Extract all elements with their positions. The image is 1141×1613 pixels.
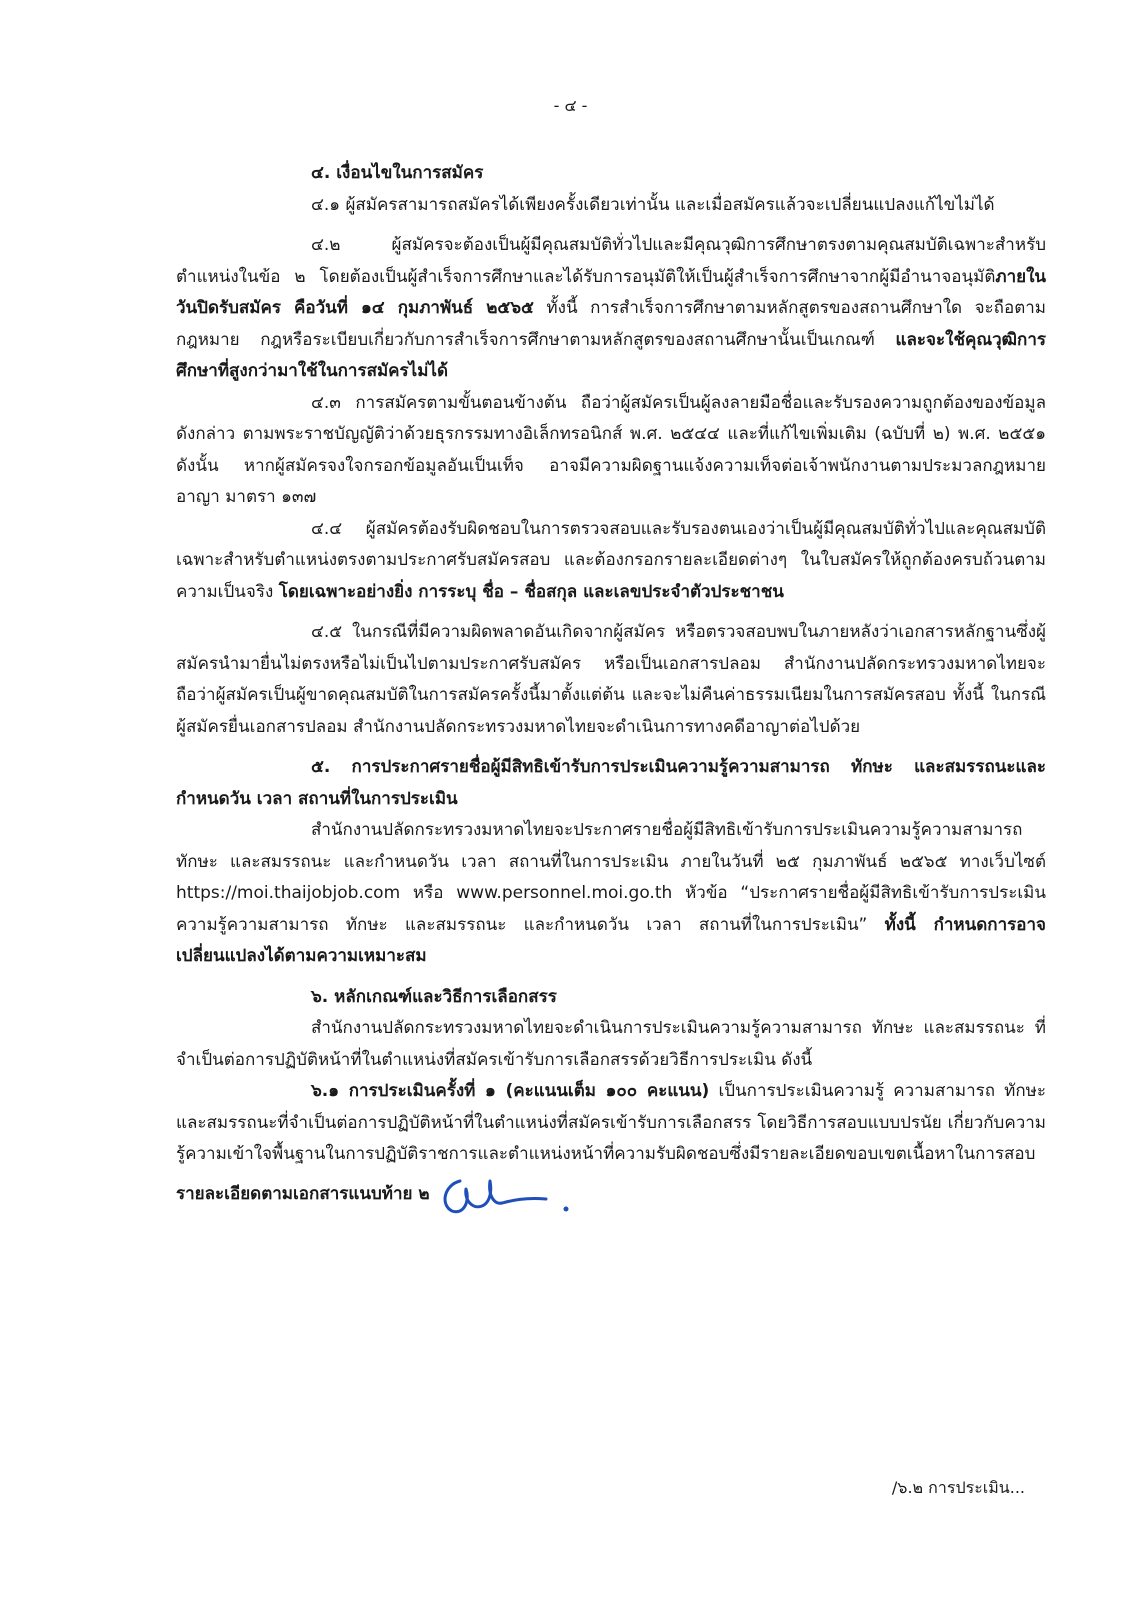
clause-4-4-text: ๔.๔ ผู้สมัครต้องรับผิดชอบในการตรวจสอบและรับรองตนเองว่าเป็นผู้มีคุณสมบัติทั่วไปและคุณสมบัติเฉพาะสำหรับตำแหน่งตรงตามประกาศรับสมัครสอบ และต้องกรอกรายละเอียดต่างๆ ในใบสมัครให้ถูกต้องครบถ้วนตามความเป็นจริง: [176, 518, 1046, 602]
signature-mark: [434, 1171, 574, 1217]
clause-4-2-emphasis: และจะใช้คุณวุฒิการศึกษาที่สูงกว่ามาใช้ในการสมัครไม่ได้: [176, 329, 1046, 381]
clause-4-2-text: ๔.๒ ผู้สมัครจะต้องเป็นผู้มีคุณสมบัติทั่วไปและมีคุณวุฒิการศึกษาตรงตามคุณสมบัติเฉพาะสำหรับตำแหน่งในข้อ ๒ โดยต้องเป็นผู้สำเร็จการศึกษาและได้รับการอนุมัติให้เป็นผู้สำเร็จการศึกษาจากผู้มีอำนาจอนุมัติ: [176, 235, 1046, 287]
clause-4-1: ๔.๑ ผู้สมัครสามารถสมัครได้เพียงครั้งเดียวเท่านั้น และเมื่อสมัครแล้วจะเปลี่ยนแปลงแก้ไขไม่ได้: [311, 194, 995, 215]
section-5-paragraph: [176, 815, 1046, 973]
clause-4-3: ๔.๓ การสมัครตามขั้นตอนข้างต้น ถือว่าผู้สมัครเป็นผู้ลงลายมือชื่อและรับรองความถูกต้องของข้อมูลดังกล่าว ตามพระราชบัญญัติว่าด้วยธุรกรรมทางอิเล็กทรอนิกส์ พ.ศ. ๒๕๔๔ และที่แก้ไขเพิ่มเติม (ฉบับที่ ๒) พ.ศ. ๒๕๕๑ ดังนั้น หากผู้สมัครจงใจกรอกข้อมูลอันเป็นเท็จ อาจมีความผิดฐานแจ้งความเท็จต่อเจ้าพนักงานตามประมวลกฎหมายอาญา มาตรา ๑๓๗: [176, 392, 1046, 507]
clause-6-1-attachment: รายละเอียดตามเอกสารแนบท้าย ๒: [176, 1183, 430, 1204]
section-6-heading: ๖. หลักเกณฑ์และวิธีการเลือกสรร: [311, 986, 557, 1007]
clause-4-5: ๔.๕ ในกรณีที่มีความผิดพลาดอันเกิดจากผู้สมัคร หรือตรวจสอบพบในภายหลังว่าเอกสารหลักฐานซึ่งผู้สมัครนำมายื่นไม่ตรงหรือไม่เป็นไปตามประกาศรับสมัคร หรือเป็นเอกสารปลอม สำนักงานปลัดกระทรวงมหาดไทยจะถือว่าผู้สมัครเป็นผู้ขาดคุณสมบัติในการสมัครครั้งนี้มาตั้งแต่ต้น และจะไม่คืนค่าธรรมเนียมในการสมัครสอบ ทั้งนี้ ในกรณีผู้สมัครยื่นเอกสารปลอม สำนักงานปลัดกระทรวงมหาดไทยจะดำเนินการทางคดีอาญาต่อไปด้วย: [176, 622, 1046, 737]
clause-4-2: [176, 230, 1046, 388]
section-4-heading: ๔. เงื่อนไขในการสมัคร: [311, 163, 484, 183]
clause-6-1: [176, 1076, 1046, 1217]
section-5-heading: ๕. การประกาศรายชื่อผู้มีสิทธิเข้ารับการประเมินความรู้ความสามารถ ทักษะ และสมรรถนะและกำหนดวัน เวลา สถานที่ในการประเมิน: [176, 757, 1046, 809]
section-5-emphasis: ทั้งนี้ กำหนดการอาจเปลี่ยนแปลงได้ตามความเหมาะสม: [176, 914, 1046, 966]
clause-4-2-text-2: ทั้งนี้ การสำเร็จการศึกษาตามหลักสูตรของสถานศึกษาใด จะถือตามกฎหมาย กฎหรือระเบียบเกี่ยวกับการสำเร็จการศึกษาตามหลักสูตรของสถานศึกษานั้นเป็นเกณฑ์: [176, 298, 1046, 350]
clause-4-4-emphasis: โดยเฉพาะอย่างยิ่ง การระบุ ชื่อ – ชื่อสกุล และเลขประจำตัวประชาชน: [278, 581, 784, 602]
clause-6-1-text: เป็นการประเมินความรู้ ความสามารถ ทักษะ และสมรรถนะที่จำเป็นต่อการปฏิบัติหน้าที่ในตำแหน่งที่สมัครเข้ารับการเลือกสรร โดยวิธีการสอบแบบปรนัย เกี่ยวกับความรู้ความเข้าใจพื้นฐานในการปฏิบัติราชการและตำแหน่งหน้าที่ความรับผิดชอบซึ่งมีรายละเอียดขอบเขตเนื้อหาในการสอบ: [176, 1081, 1047, 1164]
section-5-text: สำนักงานปลัดกระทรวงมหาดไทยจะประกาศรายชื่อผู้มีสิทธิเข้ารับการประเมินความรู้ความสามารถ ทักษะ และสมรรถนะ และกำหนดวัน เวลา สถานที่ในการประเมิน ภายในวันที่ ๒๕ กุมภาพันธ์ ๒๕๖๕ ทางเว็บไซต์ https://moi.thaijobjob.com หรือ www.personnel.moi.go.th หัวข้อ “ประกาศรายชื่อผู้มีสิทธิเข้ารับการประเมินความรู้ความสามารถ ทักษะ และสมรรถนะ และกำหนดวัน เวลา สถานที่ในการประเมิน”: [176, 820, 1046, 935]
clause-6-1-title: ๖.๑ การประเมินครั้งที่ ๑ (คะแนนเต็ม ๑๐๐ คะแนน): [311, 1081, 710, 1101]
section-6-paragraph: สำนักงานปลัดกระทรวงมหาดไทยจะดำเนินการประเมินความรู้ความสามารถ ทักษะ และสมรรถนะ ที่จำเป็นต่อการปฏิบัติหน้าที่ในตำแหน่งที่สมัครเข้ารับการเลือกสรรด้วยวิธีการประเมิน ดังนี้: [176, 1018, 1046, 1070]
page-number: - ๔ -: [553, 96, 588, 115]
continuation-footer: /๖.๒ การประเมิน...: [891, 1478, 1025, 1497]
clause-4-2-deadline: ภายในวันปิดรับสมัคร คือวันที่ ๑๔ กุมภาพันธ์ ๒๕๖๕: [176, 266, 1046, 318]
document-body: [176, 158, 1046, 1217]
clause-4-4: [176, 514, 1046, 609]
